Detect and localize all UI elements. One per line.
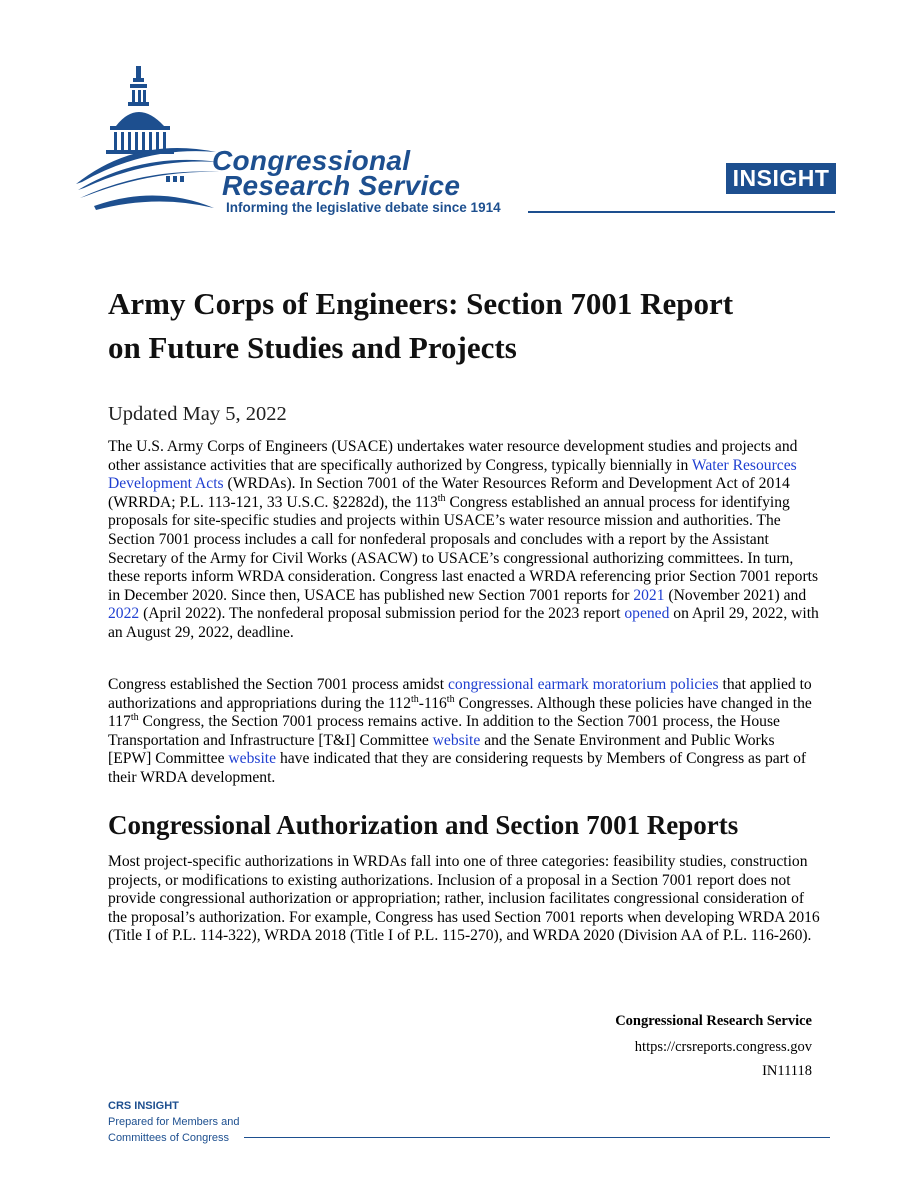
footer-prepared-2: Committees of Congress bbox=[108, 1132, 230, 1144]
footer-rule bbox=[244, 1137, 830, 1138]
p2-text-6: and the Senate Environment and Public Works [EPW] Committee bbox=[108, 731, 775, 768]
footer-insight-label: CRS INSIGHT bbox=[108, 1100, 179, 1112]
org-tagline: Informing the legislative debate since 1914 bbox=[226, 200, 501, 215]
p1-text-3: Congress established an annual process for identifying proposals for site-specific studies and projects within USACE’s water resource mission and authorities. The Section 7001 process includes a call for nonfederal proposals and concludes with a report by the Assistant Secretary of the Army for Civil Works (ASACW) to USACE’s congressional authorizing committees. In turn, these reports inform WRDA consideration. Congress last enacted a WRDA referencing prior Section 7001 reports in December 2020. Since then, USACE has published new Section 7001 reports for bbox=[108, 493, 819, 604]
link-senate-epw-website[interactable]: website bbox=[228, 750, 277, 768]
link-wrda[interactable]: Water Resources Development Acts bbox=[108, 456, 797, 493]
p2-sup-2: th bbox=[446, 693, 455, 705]
document-title bbox=[108, 282, 848, 370]
title-line-2: on Future Studies and Projects bbox=[108, 330, 517, 365]
p2-text-4: Congresses. Although these policies have changed in the 117 bbox=[108, 694, 812, 731]
p2-text-1: Congress established the Section 7001 process amidst bbox=[108, 676, 448, 693]
p1-text-2: (WRDAs). In Section 7001 of the Water Resources Reform and Development Act of 2014 (WRRDA; P.L. 113-121, 33 U.S.C. §2282d), the 113 bbox=[108, 475, 790, 511]
p1-text-4: (November 2021) and bbox=[664, 586, 807, 604]
link-opened[interactable]: opened bbox=[624, 605, 670, 623]
p1-sup-1: th bbox=[437, 492, 446, 504]
org-name-line2: Research Service bbox=[222, 170, 461, 201]
p2-text-3: -116 bbox=[418, 694, 447, 712]
link-house-ti-website[interactable]: website bbox=[432, 731, 481, 749]
p2-sup-3: th bbox=[130, 712, 139, 723]
paragraph-1 bbox=[108, 438, 820, 643]
p2-text-5: Congress, the Section 7001 process remains active. In addition to the Section 7001 process, the House Transportation and Infrastructure [T&I] Committee bbox=[108, 713, 780, 749]
tagline-rule bbox=[528, 211, 835, 213]
p1-text-5: (April 2022). The nonfederal proposal submission period for the 2023 report bbox=[139, 605, 625, 623]
link-2022-report[interactable]: 2022 bbox=[108, 605, 140, 623]
title-line-1: Army Corps of Engineers: Section 7001 Report bbox=[108, 286, 734, 321]
crs-insight-footer bbox=[108, 1098, 239, 1146]
p1-text-1: The U.S. Army Corps of Engineers (USACE) undertakes water resource development studies and projects and other assistance activities that are specifically authorized by Congress, typically biennially in bbox=[108, 438, 798, 474]
p2-text-7: have indicated that they are considering requests by Members of Congress as part of their WRDA development. bbox=[108, 750, 807, 786]
footer-id: IN11118 bbox=[762, 1063, 812, 1079]
paragraph-2 bbox=[108, 676, 820, 788]
org-name-line1: Congressional bbox=[212, 145, 411, 176]
footer-org: Congressional Research Service bbox=[615, 1013, 812, 1029]
link-2021-report[interactable]: 2021 bbox=[633, 586, 665, 604]
footer-url[interactable]: https://crsreports.congress.gov bbox=[634, 1039, 812, 1055]
section-heading: Congressional Authorization and Section 7001 Reports bbox=[108, 810, 739, 840]
capitol-dome-logo bbox=[76, 66, 221, 216]
p2-sup-1: th bbox=[411, 693, 419, 705]
p2-text-2: that applied to authorizations and appropriations during the 112 bbox=[108, 676, 812, 712]
updated-date: Updated May 5, 2022 bbox=[108, 403, 287, 425]
footer-prepared-1: Prepared for Members and bbox=[108, 1116, 240, 1128]
p1-text-6: on April 29, 2022, with an August 29, 2022, deadline. bbox=[108, 605, 819, 641]
paragraph-3: Most project-specific authorizations in WRDAs fall into one of three categories: feasibility studies, construction projects, or modifications to existing authorizations. Inclusion of a proposal in a Section 7001 report does not provide congressional authorization or appropriation; rather, inclusion facilitates congressional consideration of the proposal’s authorization. For example, Congress has used Section 7001 reports when developing WRDA 2016 (Title I of P.L. 114-322), WRDA 2018 (Title I of P.L. 115-270), and WRDA 2020 (Division AA of P.L. 116-260). bbox=[108, 853, 820, 945]
insight-badge: INSIGHT bbox=[726, 163, 836, 194]
link-earmark-moratorium[interactable]: congressional earmark moratorium policies bbox=[447, 676, 719, 693]
